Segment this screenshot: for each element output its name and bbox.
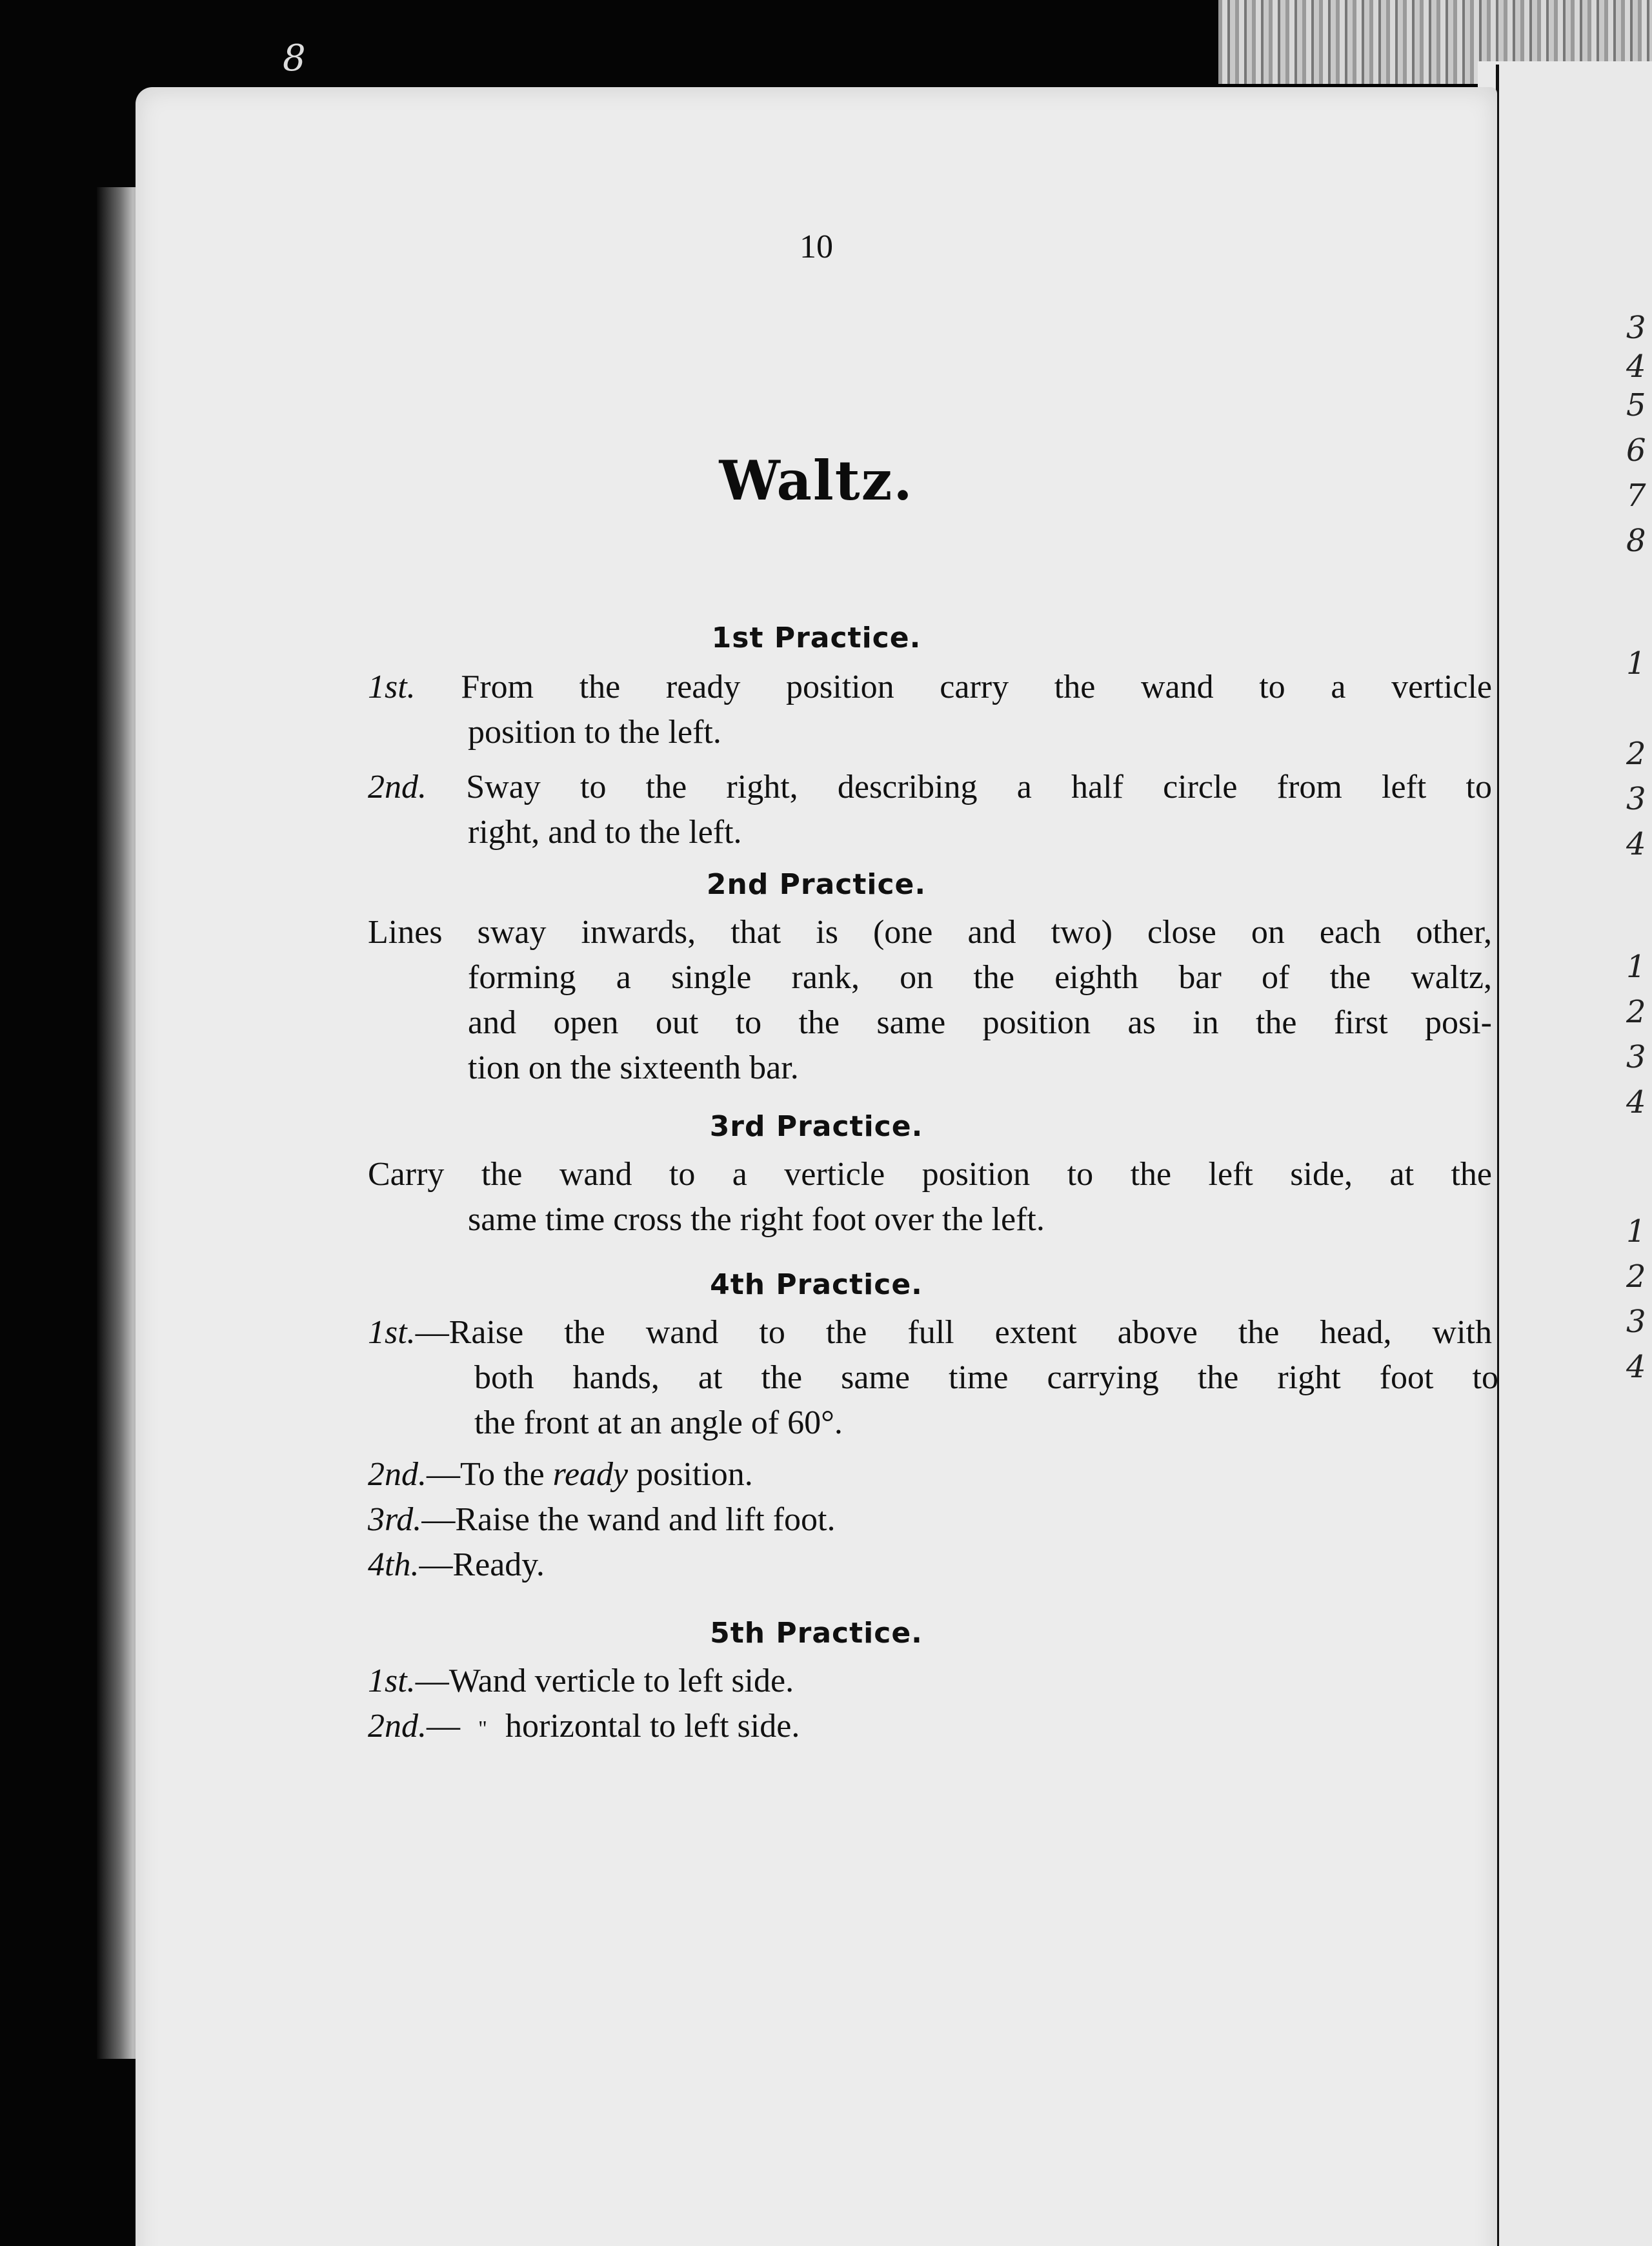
facing-number: 1: [1626, 645, 1646, 682]
text-line: and open out to the same position as in the first posi-: [468, 1004, 1492, 1041]
text-line: [368, 1455, 753, 1493]
facing-number: 4: [1626, 349, 1646, 385]
text-line: [368, 1501, 836, 1539]
item-number: 2nd.: [368, 1708, 427, 1745]
facing-number: 1: [1626, 949, 1646, 985]
practice-heading: 5th Practice.: [710, 1617, 923, 1650]
text-line: right, and to the left.: [468, 814, 742, 851]
text-line: [368, 1662, 794, 1700]
facing-number: 2: [1626, 994, 1646, 1030]
practice-heading: 1st Practice.: [711, 622, 922, 654]
line-text: —: [427, 1708, 460, 1745]
book-page: [136, 87, 1497, 2246]
line-text: —Ready.: [419, 1546, 545, 1583]
scan-mark: 8: [283, 37, 306, 79]
item-number: 3rd.: [368, 1501, 422, 1538]
facing-number: 4: [1626, 1349, 1646, 1385]
facing-number: 3: [1626, 1304, 1646, 1340]
text-line: the front at an angle of 60°.: [474, 1404, 843, 1441]
line-text: —Raise the wand to the full extent above the head, with: [415, 1314, 1492, 1351]
practice-heading: 2nd Practice.: [706, 868, 927, 901]
facing-number: 5: [1626, 387, 1646, 423]
text-line: Lines sway inwards, that is (one and two) close on each other,: [368, 914, 1492, 951]
line-text: —Raise the wand and lift foot.: [421, 1501, 836, 1538]
practice-heading: 4th Practice.: [710, 1268, 923, 1301]
line-text: —Wand verticle to left side.: [415, 1663, 794, 1699]
item-number: 1st.: [368, 1314, 416, 1351]
text-line: Carry the wand to a verticle position to the left side, at the: [368, 1156, 1492, 1193]
item-number: 4th.: [368, 1546, 419, 1583]
chapter-title: Waltz.: [719, 449, 914, 512]
practice-heading: 3rd Practice.: [709, 1110, 923, 1143]
line-text: Sway to the right, describing a half circle from left to: [466, 769, 1493, 805]
facing-number: 3: [1626, 781, 1646, 817]
facing-number: 4: [1626, 826, 1646, 862]
facing-number: 6: [1626, 432, 1646, 469]
facing-number: 3: [1626, 310, 1646, 346]
item-number: 1st.: [368, 669, 416, 705]
page-number: 10: [800, 228, 833, 265]
facing-number: 2: [1626, 1259, 1646, 1295]
emphasis-text: ready: [552, 1456, 629, 1493]
text-line: [368, 1707, 800, 1745]
text-line: [368, 1546, 545, 1584]
item-number: 1st.: [368, 1663, 416, 1699]
ditto-mark: ": [478, 1717, 487, 1741]
facing-number: 4: [1626, 1084, 1646, 1120]
facing-page: [1478, 61, 1652, 2246]
facing-number: 1: [1626, 1213, 1646, 1249]
text-line: position to the left.: [468, 714, 721, 751]
text-line: [368, 1313, 1492, 1351]
item-number: 2nd.: [368, 1456, 427, 1493]
facing-number: 3: [1626, 1039, 1646, 1075]
text-line: forming a single rank, on the eighth bar of the waltz,: [468, 959, 1492, 996]
line-text: horizontal to left side.: [505, 1708, 800, 1745]
facing-number: 2: [1626, 736, 1646, 772]
text-line: [368, 768, 1492, 806]
facing-number: 8: [1626, 523, 1646, 559]
text-line: tion on the sixteenth bar.: [468, 1049, 799, 1086]
line-text: position.: [628, 1456, 753, 1493]
facing-number: 7: [1626, 478, 1646, 514]
line-text: —To the: [427, 1456, 553, 1493]
line-text: From the ready position carry the wand to a verticle: [461, 669, 1492, 705]
text-line: [368, 668, 1492, 706]
text-line: both hands, at the same time carrying the right foot to: [474, 1359, 1498, 1396]
item-number: 2nd.: [368, 769, 427, 805]
text-line: same time cross the right foot over the left.: [468, 1201, 1045, 1238]
